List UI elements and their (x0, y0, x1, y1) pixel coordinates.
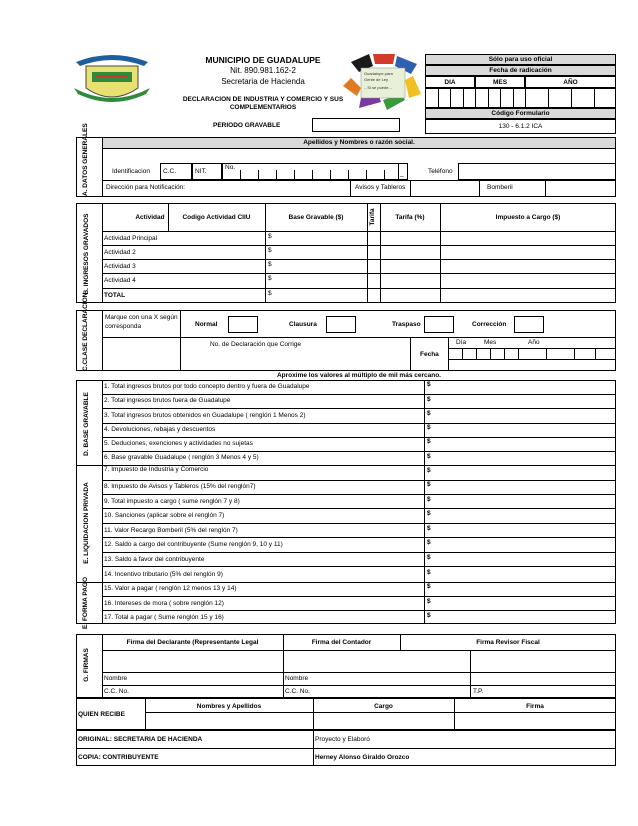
firma-declarante-label: Firma del Declarante (Representante Legal (126, 639, 259, 646)
cargo-label: Cargo (374, 703, 393, 710)
liq-row-10: 10. Sanciones (aplicar sobre el renglón 7) (104, 512, 225, 519)
actividad-row-3: Actividad 3 (104, 263, 136, 270)
col-impuesto: Impuesto a Cargo ($) (495, 214, 561, 221)
dollar-r14: $ (427, 569, 431, 576)
direccion-label: Dirección para Notificación: (106, 184, 186, 191)
normal-label: Normal (195, 321, 218, 328)
apellidos-label: Apellidos y Nombres o razón social. (303, 139, 415, 146)
base-row-2: 2. Total ingresos brutos fuera de Guadalupe (104, 397, 231, 404)
dia-label: DIA (444, 79, 456, 86)
section-g-label: G. FIRMAS (83, 648, 90, 682)
base-row-5: 5. Deduciones, exenciones y actividades no sujetas (104, 440, 253, 447)
fecha-radicacion: Fecha de radicación (489, 67, 552, 74)
mes-label: MES (492, 79, 508, 86)
col-tarifa: Tarifa (%) (395, 214, 425, 221)
traspaso-check[interactable] (424, 316, 454, 333)
periodo-input[interactable] (312, 118, 400, 132)
id-number-input[interactable] (222, 163, 408, 180)
dollar-r7: $ (427, 467, 431, 474)
liq-row-14: 14. Incentivo tributario (5% del renglón 9) (104, 571, 223, 578)
firma-revisor-label: Firma Revisor Fiscal (476, 639, 540, 646)
section-a-label: A. DATOS GENERALES (82, 123, 89, 196)
periodo-label: PERIODO GRAVABLE (213, 122, 281, 129)
liq-row-11: 11. Valor Recargo Bomberil (5% del renglón 7) (104, 527, 238, 534)
actividad-row-total: TOTAL (104, 292, 126, 299)
telefono-label: Teléfono (428, 168, 453, 175)
dollar-r16: $ (427, 598, 431, 605)
guion-label: _ (400, 170, 404, 177)
nit-line: Nit. 890.981.162-2 (230, 66, 296, 75)
identificacion-label: Identificacion (112, 168, 150, 175)
dollar-r9: $ (427, 496, 431, 503)
dollar-b4: $ (268, 275, 272, 282)
avisos-check[interactable] (410, 180, 480, 197)
nit-label: NIT. (195, 168, 207, 175)
coat-of-arms-icon (72, 48, 152, 106)
pago-row-15: 15. Valor a pagar ( renglón 12 menos 13 y 14) (104, 585, 237, 592)
bomberil-check[interactable] (545, 180, 616, 197)
municipio-title: MUNICIPIO DE GUADALUPE (205, 55, 321, 65)
dollar-r15: $ (427, 583, 431, 590)
recibe-firma-input[interactable] (455, 713, 615, 729)
base-row-1: 1. Total ingresos brutos por todo concepto dentro y fuera de Guadalupe (104, 383, 310, 390)
fecha-correccion-input[interactable] (448, 348, 616, 360)
footer-copia: COPIA: CONTRIBUYENTE (78, 754, 159, 761)
actividad-row-1: Actividad Principal (104, 235, 158, 242)
dollar-r13: $ (427, 554, 431, 561)
dollar-r11: $ (427, 525, 431, 532)
nombre-declarante-label: Nombre (104, 675, 128, 682)
normal-check[interactable] (228, 316, 258, 333)
recibe-cargo-input[interactable] (314, 713, 453, 729)
liq-row-7: 7. Impuesto de Industria y Comercio (104, 466, 209, 473)
footer-autor: Herney Alonso Giraldo Orozco (315, 754, 410, 761)
section-e-label: E. LIQUIDACION PRIVADA (83, 482, 90, 564)
dollar-b5: $ (268, 290, 272, 297)
base-row-3: 3. Total ingresos brutos obtenidos en Guadalupe ( renglón 1 Menos 2) (104, 412, 306, 419)
clausura-label: Clausura (289, 321, 317, 328)
logo-text-1: Guadalupe para (364, 71, 393, 76)
dollar-r12: $ (427, 539, 431, 546)
recibe-nombre-input[interactable] (146, 713, 312, 729)
dollar-b3: $ (268, 261, 272, 268)
dollar-r2: $ (427, 396, 431, 403)
anio-c-label: Año (528, 339, 540, 346)
dollar-r1: $ (427, 381, 431, 388)
dollar-r5: $ (427, 438, 431, 445)
actividad-row-4: Actividad 4 (104, 277, 136, 284)
dollar-b2: $ (268, 247, 272, 254)
logo-text-2: Gente de Ley (364, 77, 389, 82)
cc-declarante-label: C.C. No. (104, 688, 129, 695)
cc-label: C.C. (163, 168, 176, 175)
dollar-r8: $ (427, 481, 431, 488)
pago-row-16: 16. Intereses de mora ( sobre renglón 12) (104, 600, 224, 607)
fecha-radicacion-input[interactable] (425, 88, 616, 108)
liq-row-12: 12. Saldo a cargo del contribuyente (Sume renglón 9, 10 y 11) (104, 541, 283, 548)
cc-contador-label: C.C. No. (285, 688, 310, 695)
codigo-formulario: Código Formulario (491, 110, 550, 117)
footer-original: ORIGINAL: SECRETARIA DE HACIENDA (78, 736, 203, 743)
section-d-label: D. BASE GRAVABLE (83, 392, 90, 456)
dollar-r4: $ (427, 424, 431, 431)
col-actividad: Actividad (135, 214, 165, 221)
dollar-r10: $ (427, 510, 431, 517)
avisos-label: Avisos y Tableros (355, 184, 406, 191)
dollar-r17: $ (427, 612, 431, 619)
no-declaracion-label: No. de Declaración que Corrige (210, 341, 302, 348)
clausura-check[interactable] (326, 316, 356, 333)
declaracion-line-1: DECLARACION DE INDUSTRIA Y COMERCIO Y SUS (182, 96, 344, 103)
no-label: No. (225, 164, 236, 171)
liq-row-13: 13. Saldo a favor del contribuyente (104, 556, 205, 563)
anio-label: AÑO (563, 79, 578, 86)
telefono-input[interactable] (458, 163, 616, 180)
quien-recibe-label: QUIEN RECIBE (78, 711, 125, 718)
firma-contador-input[interactable] (284, 651, 469, 672)
secretaria-line: Secretaria de Hacienda (221, 77, 305, 86)
section-c-label: C.CLASE DECLARACION (82, 292, 89, 371)
fecha-label: Fecha (420, 351, 439, 358)
firma-recibe-label: Firma (526, 703, 544, 710)
logo-text-3: ...Si se puede... (364, 85, 392, 90)
dollar-b1: $ (268, 233, 272, 240)
mes-c-label: Mes (484, 339, 497, 346)
puzzle-logo-icon (339, 50, 425, 114)
col-tarifa-vertical: Tarifa (369, 208, 376, 226)
aproxime-note: Aproxime los valores al múltiplo de mil más cercano. (276, 372, 441, 379)
pago-row-17: 17. Total a pagar ( Sume renglón 15 y 16) (104, 614, 224, 621)
base-row-6: 6. Base gravable Guadalupe ( renglón 3 Menos 4 y 5) (104, 454, 259, 461)
base-row-4: 4. Devoluciones, rebajas y descuentos (104, 426, 216, 433)
col-codigo: Codigo Actividad CIIU (182, 214, 251, 221)
correccion-label: Corrección (472, 321, 507, 328)
marque-line-1: Marque con una X según (105, 314, 178, 321)
dollar-r6: $ (427, 453, 431, 460)
nombre-contador-label: Nombre (285, 675, 309, 682)
traspaso-label: Traspaso (392, 321, 421, 328)
oficial-title: Sólo para uso oficial (488, 56, 553, 63)
actividad-row-2: Actividad 2 (104, 249, 136, 256)
dia-c-label: Día (456, 339, 467, 346)
col-base: Base Gravable ($) (288, 214, 344, 221)
nombres-apellidos-label: Nombres y Apellidos (196, 703, 262, 710)
liq-row-8: 8. Impuesto de Avisos y Tableros (15% del renglón7) (104, 483, 256, 490)
dollar-r3: $ (427, 410, 431, 417)
codigo-valor: 130 - 6.1.2 ICA (498, 123, 543, 130)
liq-row-9: 9. Total impuesto a cargo ( sume renglón 7 y 8) (104, 498, 240, 505)
firma-revisor-input[interactable] (471, 651, 615, 672)
marque-line-2: corresponda (105, 323, 142, 330)
tp-label: T.P. (473, 688, 484, 695)
correccion-check[interactable] (514, 316, 544, 333)
declaracion-line-2: COMPLEMENTARIOS (229, 104, 297, 111)
footer-proyecto: Proyecto y Elaboró (315, 736, 370, 743)
firma-declarante-input[interactable] (103, 651, 282, 672)
section-f-label: E. FORMA PAGO (82, 577, 89, 629)
section-b-label: B. INGRESOS GRAVADOS (83, 213, 90, 295)
firma-contador-label: Firma del Contador (311, 639, 372, 646)
bomberil-label: Bomberil (487, 184, 513, 191)
